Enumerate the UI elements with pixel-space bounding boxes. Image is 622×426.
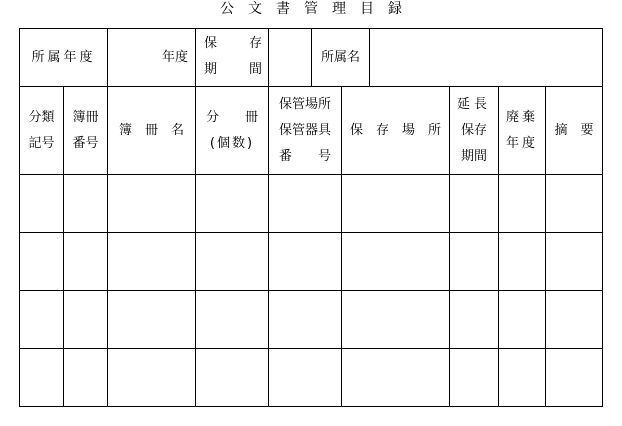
col7-line3: 期間	[460, 148, 487, 164]
column-storage-location: 保 存 場 所	[349, 122, 441, 138]
col4-line2: (個数)	[209, 135, 255, 151]
fiscal-year-label: 所属年度	[31, 49, 96, 65]
col7-line1: 延長	[456, 96, 491, 112]
retention-b: 存	[248, 36, 262, 51]
column-sub-volume	[196, 87, 268, 174]
column-classification-code	[20, 87, 63, 174]
col8-line1: 廃棄	[505, 109, 538, 125]
col5-line3: 番 号	[278, 148, 331, 164]
column-ledger-name: 簿 冊 名	[118, 122, 184, 138]
column-ledger-number	[64, 87, 107, 174]
column-remarks: 摘 要	[554, 122, 594, 138]
nendo-label: 年度	[161, 49, 188, 65]
retention-d: 間	[248, 62, 262, 77]
department-label: 所属名	[320, 49, 360, 65]
col7-line2: 保存	[460, 122, 487, 138]
col2-line2: 番号	[72, 135, 99, 151]
col1-line2: 記号	[28, 135, 55, 151]
col8-line2: 年度	[505, 135, 538, 151]
retention-period-label	[204, 31, 262, 83]
col5-line2: 保管器具	[278, 122, 331, 138]
department-value	[370, 29, 602, 86]
document-title: 公 文 書 管 理 目 録	[220, 1, 402, 17]
column-storage-equipment	[269, 87, 341, 174]
retention-period-value	[269, 29, 311, 86]
column-extended-retention	[450, 87, 498, 174]
col1-line1: 分類	[28, 109, 55, 125]
retention-a: 保	[204, 36, 218, 51]
col2-line1: 簿冊	[72, 109, 99, 125]
col4-line1: 分 冊	[205, 109, 258, 125]
retention-c: 期	[204, 62, 218, 77]
column-disposal-year	[499, 87, 545, 174]
col5-line1: 保管場所	[278, 96, 331, 112]
